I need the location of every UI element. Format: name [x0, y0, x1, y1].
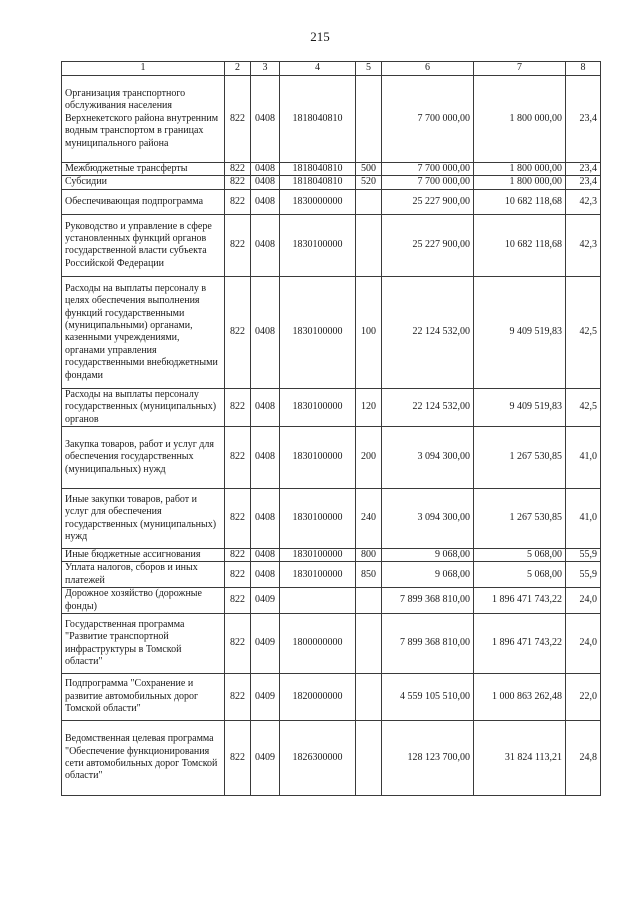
row-expense-type-cell — [356, 588, 382, 614]
row-section-cell: 0409 — [251, 721, 280, 796]
row-section-cell: 0408 — [251, 214, 280, 276]
table-row — [62, 489, 601, 549]
row-percent-cell: 42,5 — [566, 276, 601, 388]
row-target-article-cell: 1818040810 — [280, 176, 356, 189]
row-section-cell: 0408 — [251, 163, 280, 176]
row-name-cell: Субсидии — [62, 176, 225, 189]
header-cell: 3 — [251, 62, 280, 76]
row-percent-cell: 42,3 — [566, 189, 601, 214]
row-percent-cell: 41,0 — [566, 489, 601, 549]
row-expense-type-cell: 850 — [356, 562, 382, 588]
table-row — [62, 588, 601, 614]
row-target-article-cell: 1818040810 — [280, 76, 356, 163]
row-name-cell: Руководство и управление в сфере установленных функций органов государственной власти субъекта Российской Федерации — [62, 214, 225, 276]
row-expense-type-cell: 800 — [356, 549, 382, 562]
header-cell: 4 — [280, 62, 356, 76]
row-name-cell: Расходы на выплаты персоналу государственных (муниципальных) органов — [62, 388, 225, 426]
row-ved-cell: 822 — [225, 588, 251, 614]
budget-table — [61, 61, 601, 796]
row-name-cell: Расходы на выплаты персоналу в целях обеспечения выполнения функций государственными (муниципальными) органами, казенными учреждениями, органами управления государственными внебюджетными фондами — [62, 276, 225, 388]
row-fact-cell: 1 800 000,00 — [474, 76, 566, 163]
row-fact-cell: 10 682 118,68 — [474, 214, 566, 276]
row-plan-cell: 25 227 900,00 — [382, 214, 474, 276]
row-percent-cell: 24,8 — [566, 721, 601, 796]
row-name-cell: Организация транспортного обслуживания населения Верхнекетского района внутренним водным транспортом в границах муниципального района — [62, 76, 225, 163]
header-cell: 7 — [474, 62, 566, 76]
row-target-article-cell: 1830000000 — [280, 189, 356, 214]
row-ved-cell: 822 — [225, 489, 251, 549]
row-ved-cell: 822 — [225, 176, 251, 189]
row-plan-cell: 4 559 105 510,00 — [382, 674, 474, 721]
row-plan-cell: 7 700 000,00 — [382, 163, 474, 176]
row-plan-cell: 22 124 532,00 — [382, 276, 474, 388]
row-target-article-cell: 1830100000 — [280, 214, 356, 276]
row-fact-cell: 1 896 471 743,22 — [474, 588, 566, 614]
table-row — [62, 189, 601, 214]
row-expense-type-cell: 500 — [356, 163, 382, 176]
row-name-cell: Обеспечивающая подпрограмма — [62, 189, 225, 214]
row-expense-type-cell: 120 — [356, 388, 382, 426]
table-row — [62, 427, 601, 489]
row-section-cell: 0408 — [251, 76, 280, 163]
row-name-cell: Дорожное хозяйство (дорожные фонды) — [62, 588, 225, 614]
table-row — [62, 562, 601, 588]
row-ved-cell: 822 — [225, 721, 251, 796]
table-row — [62, 721, 601, 796]
row-expense-type-cell — [356, 674, 382, 721]
row-fact-cell: 1 000 863 262,48 — [474, 674, 566, 721]
row-ved-cell: 822 — [225, 163, 251, 176]
row-section-cell: 0408 — [251, 549, 280, 562]
row-fact-cell: 1 896 471 743,22 — [474, 614, 566, 674]
table-row — [62, 614, 601, 674]
row-section-cell: 0409 — [251, 614, 280, 674]
row-fact-cell: 1 267 530,85 — [474, 489, 566, 549]
row-plan-cell: 7 700 000,00 — [382, 176, 474, 189]
row-section-cell: 0408 — [251, 562, 280, 588]
row-target-article-cell: 1820000000 — [280, 674, 356, 721]
header-cell: 5 — [356, 62, 382, 76]
row-fact-cell: 31 824 113,21 — [474, 721, 566, 796]
row-expense-type-cell — [356, 76, 382, 163]
row-fact-cell: 9 409 519,83 — [474, 388, 566, 426]
row-section-cell: 0409 — [251, 674, 280, 721]
row-ved-cell: 822 — [225, 76, 251, 163]
row-name-cell: Закупка товаров, работ и услуг для обеспечения государственных (муниципальных) нужд — [62, 427, 225, 489]
row-ved-cell: 822 — [225, 276, 251, 388]
row-section-cell: 0408 — [251, 427, 280, 489]
row-target-article-cell: 1800000000 — [280, 614, 356, 674]
row-plan-cell: 9 068,00 — [382, 562, 474, 588]
table-row — [62, 674, 601, 721]
table-row — [62, 214, 601, 276]
row-fact-cell: 10 682 118,68 — [474, 189, 566, 214]
row-fact-cell: 1 800 000,00 — [474, 163, 566, 176]
row-expense-type-cell — [356, 189, 382, 214]
row-plan-cell: 7 700 000,00 — [382, 76, 474, 163]
row-percent-cell: 42,3 — [566, 214, 601, 276]
header-cell: 1 — [62, 62, 225, 76]
header-cell: 2 — [225, 62, 251, 76]
header-cell: 6 — [382, 62, 474, 76]
row-target-article-cell: 1830100000 — [280, 276, 356, 388]
row-expense-type-cell: 100 — [356, 276, 382, 388]
row-expense-type-cell: 200 — [356, 427, 382, 489]
row-plan-cell: 3 094 300,00 — [382, 427, 474, 489]
row-fact-cell: 5 068,00 — [474, 562, 566, 588]
row-ved-cell: 822 — [225, 388, 251, 426]
header-row — [62, 62, 601, 76]
header-cell: 8 — [566, 62, 601, 76]
row-ved-cell: 822 — [225, 189, 251, 214]
row-target-article-cell: 1830100000 — [280, 549, 356, 562]
row-target-article-cell — [280, 588, 356, 614]
row-plan-cell: 128 123 700,00 — [382, 721, 474, 796]
row-expense-type-cell: 520 — [356, 176, 382, 189]
row-percent-cell: 22,0 — [566, 674, 601, 721]
table-row — [62, 176, 601, 189]
row-percent-cell: 42,5 — [566, 388, 601, 426]
row-expense-type-cell — [356, 214, 382, 276]
row-plan-cell: 9 068,00 — [382, 549, 474, 562]
row-target-article-cell: 1830100000 — [280, 427, 356, 489]
row-percent-cell: 23,4 — [566, 163, 601, 176]
table-row — [62, 549, 601, 562]
row-plan-cell: 7 899 368 810,00 — [382, 614, 474, 674]
row-percent-cell: 24,0 — [566, 614, 601, 674]
row-percent-cell: 41,0 — [566, 427, 601, 489]
row-ved-cell: 822 — [225, 674, 251, 721]
row-name-cell: Межбюджетные трансферты — [62, 163, 225, 176]
row-ved-cell: 822 — [225, 214, 251, 276]
row-name-cell: Государственная программа "Развитие транспортной инфраструктуры в Томской области" — [62, 614, 225, 674]
row-plan-cell: 25 227 900,00 — [382, 189, 474, 214]
row-section-cell: 0408 — [251, 189, 280, 214]
row-expense-type-cell — [356, 721, 382, 796]
row-section-cell: 0408 — [251, 388, 280, 426]
row-section-cell: 0408 — [251, 276, 280, 388]
row-percent-cell: 23,4 — [566, 76, 601, 163]
row-name-cell: Уплата налогов, сборов и иных платежей — [62, 562, 225, 588]
row-name-cell: Иные закупки товаров, работ и услуг для обеспечения государственных (муниципальных) нужд — [62, 489, 225, 549]
row-section-cell: 0408 — [251, 176, 280, 189]
table-row — [62, 163, 601, 176]
table-row — [62, 388, 601, 426]
row-ved-cell: 822 — [225, 427, 251, 489]
row-percent-cell: 24,0 — [566, 588, 601, 614]
row-percent-cell: 55,9 — [566, 549, 601, 562]
row-name-cell: Иные бюджетные ассигнования — [62, 549, 225, 562]
row-section-cell: 0408 — [251, 489, 280, 549]
row-ved-cell: 822 — [225, 614, 251, 674]
row-percent-cell: 23,4 — [566, 176, 601, 189]
row-fact-cell: 9 409 519,83 — [474, 276, 566, 388]
row-fact-cell: 5 068,00 — [474, 549, 566, 562]
page-number: 215 — [310, 29, 330, 44]
row-plan-cell: 7 899 368 810,00 — [382, 588, 474, 614]
row-ved-cell: 822 — [225, 562, 251, 588]
row-name-cell: Ведомственная целевая программа "Обеспечение функционирования сети автомобильных дорог Томской области" — [62, 721, 225, 796]
row-section-cell: 0409 — [251, 588, 280, 614]
row-percent-cell: 55,9 — [566, 562, 601, 588]
row-fact-cell: 1 267 530,85 — [474, 427, 566, 489]
row-target-article-cell: 1826300000 — [280, 721, 356, 796]
row-expense-type-cell — [356, 614, 382, 674]
row-fact-cell: 1 800 000,00 — [474, 176, 566, 189]
row-plan-cell: 3 094 300,00 — [382, 489, 474, 549]
row-expense-type-cell: 240 — [356, 489, 382, 549]
row-plan-cell: 22 124 532,00 — [382, 388, 474, 426]
row-name-cell: Подпрограмма "Сохранение и развитие автомобильных дорог Томской области" — [62, 674, 225, 721]
table-row — [62, 76, 601, 163]
row-target-article-cell: 1830100000 — [280, 388, 356, 426]
table-row — [62, 276, 601, 388]
row-target-article-cell: 1830100000 — [280, 489, 356, 549]
row-ved-cell: 822 — [225, 549, 251, 562]
row-target-article-cell: 1818040810 — [280, 163, 356, 176]
row-target-article-cell: 1830100000 — [280, 562, 356, 588]
